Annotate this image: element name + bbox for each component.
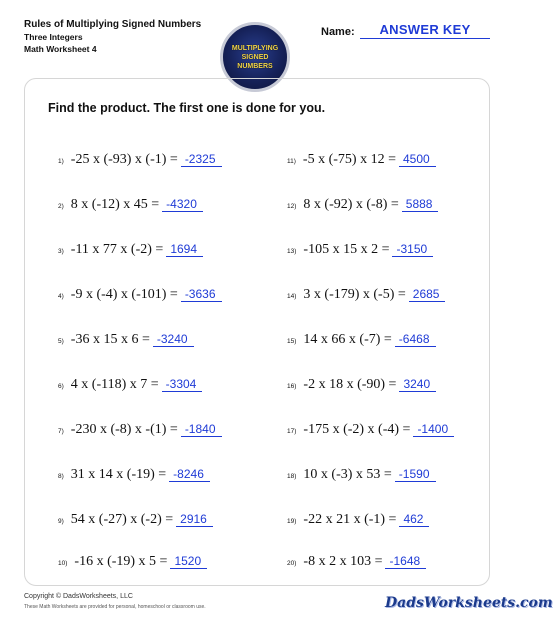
problem-expression: -25 x (-93) x (-1) = <box>70 152 178 167</box>
badge-text: MULTIPLYING SIGNED NUMBERS <box>231 44 279 70</box>
problem-expression: -8 x 2 x 103 = <box>303 554 383 569</box>
problem-item <box>58 512 213 528</box>
problem-number: 13) <box>287 248 297 255</box>
problem-item <box>58 554 207 570</box>
problem-answer: -1590 <box>395 467 436 482</box>
problem-expression: -16 x (-19) x 5 = <box>74 554 168 569</box>
problem-item <box>287 152 436 168</box>
problem-number: 12) <box>287 203 297 210</box>
problem-answer: 3240 <box>399 377 436 392</box>
problem-expression: -36 x 15 x 6 = <box>70 332 150 347</box>
problem-answer: 2685 <box>409 287 446 302</box>
problem-answer: 462 <box>399 512 429 527</box>
worksheet-title: Rules of Multiplying Signed Numbers <box>24 19 202 30</box>
name-label: Name: <box>321 26 355 38</box>
problem-number: 4) <box>58 293 64 300</box>
problem-expression: -2 x 18 x (-90) = <box>303 377 397 392</box>
problem-number: 2) <box>58 203 64 210</box>
problem-number: 1) <box>58 158 64 165</box>
problem-expression: -5 x (-75) x 12 = <box>302 152 396 167</box>
problem-expression: 31 x 14 x (-19) = <box>70 467 167 482</box>
problem-item <box>287 242 433 258</box>
problem-answer: -4320 <box>162 197 203 212</box>
problem-number: 3) <box>58 248 64 255</box>
problem-expression: -9 x (-4) x (-101) = <box>70 287 178 302</box>
copyright-text: Copyright © DadsWorksheets, LLC <box>24 593 133 600</box>
problem-expression: 4 x (-118) x 7 = <box>70 377 159 392</box>
answer-key-field: ANSWER KEY <box>360 22 490 39</box>
worksheet-header <box>24 18 201 55</box>
problem-item <box>58 332 194 348</box>
problem-item <box>287 377 436 393</box>
problem-answer: -1400 <box>413 422 454 437</box>
problem-item <box>58 377 202 393</box>
problem-number: 19) <box>287 518 297 525</box>
problem-item <box>58 152 222 168</box>
problem-number: 7) <box>58 428 64 435</box>
problem-item <box>287 554 426 570</box>
problem-item <box>287 197 438 213</box>
problem-number: 15) <box>287 338 297 345</box>
problem-item <box>58 422 222 438</box>
problem-item <box>58 287 222 303</box>
problem-item <box>58 242 203 258</box>
problem-item <box>58 467 210 483</box>
problem-number: 10) <box>58 560 68 567</box>
problem-item <box>287 512 429 528</box>
problem-expression: -105 x 15 x 2 = <box>303 242 390 257</box>
problem-answer: -6468 <box>395 332 436 347</box>
problem-answer: 1694 <box>166 242 203 257</box>
problem-number: 18) <box>287 473 297 480</box>
problem-answer: -3636 <box>181 287 222 302</box>
problem-answer: 2916 <box>176 512 213 527</box>
problem-item <box>287 422 454 438</box>
problem-item <box>287 467 436 483</box>
problem-answer: 1520 <box>170 554 207 569</box>
problem-answer: -2325 <box>181 152 222 167</box>
worksheet-number: Math Worksheet 4 <box>24 44 97 54</box>
problem-answer: -3304 <box>162 377 203 392</box>
problem-number: 17) <box>287 428 297 435</box>
problem-answer: -1648 <box>385 554 426 569</box>
problem-number: 11) <box>287 158 296 165</box>
problem-number: 16) <box>287 383 297 390</box>
worksheet-subtitle: Three Integers <box>24 32 83 42</box>
problem-number: 5) <box>58 338 64 345</box>
problem-number: 8) <box>58 473 64 480</box>
problem-number: 6) <box>58 383 64 390</box>
problem-answer: -3150 <box>392 242 433 257</box>
usage-note: These Math Worksheets are provided for personal, homeschool or classroom use. <box>24 604 206 610</box>
problem-number: 20) <box>287 560 297 567</box>
problem-expression: -230 x (-8) x -(1) = <box>70 422 178 437</box>
instructions: Find the product. The first one is done for you. <box>48 101 326 115</box>
problem-answer: -3240 <box>153 332 194 347</box>
problem-expression: 54 x (-27) x (-2) = <box>70 512 174 527</box>
problem-item <box>58 197 203 213</box>
brand-logo: DadsWorksheets.com <box>385 595 553 611</box>
problem-expression: -11 x 77 x (-2) = <box>70 242 164 257</box>
problem-expression: 10 x (-3) x 53 = <box>303 467 392 482</box>
problem-answer: 5888 <box>402 197 439 212</box>
problem-number: 14) <box>287 293 297 300</box>
problem-item <box>287 332 436 348</box>
problem-expression: -175 x (-2) x (-4) = <box>303 422 411 437</box>
problem-expression: 8 x (-92) x (-8) = <box>303 197 399 212</box>
problem-expression: 14 x 66 x (-7) = <box>303 332 392 347</box>
problem-answer: 4500 <box>399 152 436 167</box>
problem-item <box>287 287 445 303</box>
problem-number: 9) <box>58 518 64 525</box>
problem-answer: -8246 <box>169 467 210 482</box>
problem-expression: 3 x (-179) x (-5) = <box>303 287 406 302</box>
problem-answer: -1840 <box>181 422 222 437</box>
problem-expression: 8 x (-12) x 45 = <box>70 197 160 212</box>
problem-expression: -22 x 21 x (-1) = <box>303 512 397 527</box>
